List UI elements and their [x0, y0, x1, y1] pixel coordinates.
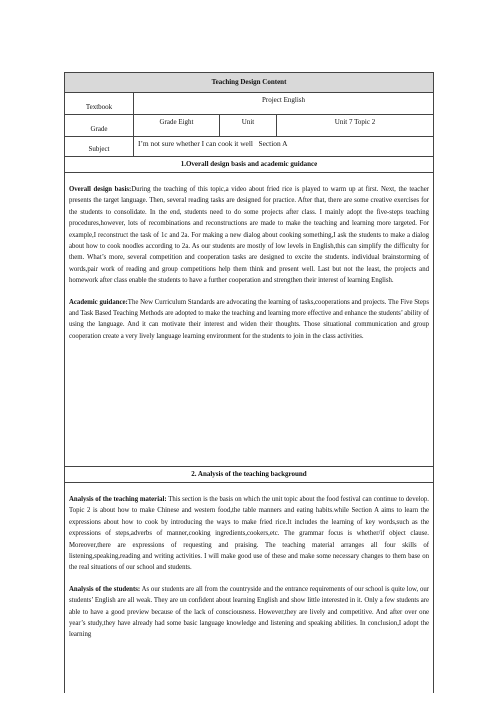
textbook-value: Project English — [134, 93, 434, 115]
material-analysis-label: Analysis of the teaching material: — [69, 496, 167, 503]
unit-label: Unit — [220, 115, 277, 137]
students-analysis-text: As our students are all from the countryside and the entrance requirements of our school is quite low, our students’ English are all weak. They are un confident about learning English and show little interested in it. Only a few students are able to have a good preview because of the lack of consciousness. However,they are lively and competitive. And after over one year’s study,they have already had some basic language knowledge and listening and speaking abilities. In conclusion,I adopt the learning — [69, 585, 429, 639]
academic-guidance-label: Academic guidance: — [69, 298, 128, 306]
academic-guidance-paragraph — [69, 297, 429, 343]
teaching-design-table — [64, 72, 434, 693]
subject-title: I’m not sure whether I can cook it well — [138, 139, 253, 148]
material-analysis-text: This section is the basis on which the unit topic about the food festival can continue to develop. Topic 2 is about how to make Chinese and western food,the table manners and eating habits.while Section A aims to learn the expressions about how to cook by introducing the ways to make fried rice.It includes the learning of key words,such as the expressions of steps,adverbs of manner,cooking ingredients,cookers,etc. The grammar focus is whether/if object clause. Moreover,there are expressions of requesting and praising. The teaching material arranges all four skills of listening,speaking,reading and writing activities. I will make good use of these and make some necessary changes to them base on the real situations of our school and students. — [69, 496, 429, 572]
overall-design-text: During the teaching of this topic,a video about fried rice is played to warm up at first. Next, the teacher presents the target language. Then, several reading tasks are designed for practice. After that, there are some creative exercises for the students to consolidate. In the end, students need to do some projects after class. I mainly adopt the five-steps teaching procedures,however, lots of recombinations and reconstructions are made to make the teaching and learning more targeted. For example,I reconstruct the task of 1c and 2a. For making a new dialog about cooking something,I ask the students to make a dialog about how to cook noodles according to 2a. As our students are mostly of low levels in English,this can simplify the difficulty for them. What’s more, several competition and cooperation tasks are designed to excite the students. individual brainstorming of words,pair work of reading and group competitions help them think and present well. Last but not the least, the projects and homework after class enable the students to have a further cooperation and strengthen their interest of learning English. — [69, 186, 429, 285]
unit-value: Unit 7 Topic 2 — [277, 115, 434, 137]
students-analysis-label: Analysis of the students: — [69, 585, 141, 593]
textbook-label: Textbook — [65, 93, 134, 115]
material-analysis-paragraph — [69, 494, 429, 574]
section1-title: 1.Overall design basis and academic guidance — [65, 157, 434, 173]
overall-design-paragraph — [69, 184, 429, 287]
subject-label: Subject — [65, 137, 134, 157]
grade-label: Grade — [65, 115, 134, 137]
overall-design-label: Overall design basis: — [69, 186, 132, 193]
section2-body — [65, 483, 434, 694]
subject-value — [134, 137, 434, 157]
document-page — [64, 72, 433, 693]
grade-value: Grade Eight — [134, 115, 220, 137]
students-analysis-paragraph — [69, 584, 429, 641]
section2-title: 2. Analysis of the teaching background — [65, 467, 434, 483]
section1-body — [65, 173, 434, 467]
academic-guidance-text: The New Curriculum Standards are advocating the learning of tasks,cooperations and projects. The Five Steps and Task Based Teaching Methods are adopted to make the teaching and learning more effective and enhance the students’ ability of using the language. And it can motivate their interest and widen their thoughts. Those situational communication and group cooperation create a very lively language learning environment for the students to join in the class activities. — [69, 298, 429, 340]
section2-content — [69, 494, 429, 687]
subject-section: Section A — [258, 139, 288, 148]
table-header: Teaching Design Content — [65, 73, 434, 93]
